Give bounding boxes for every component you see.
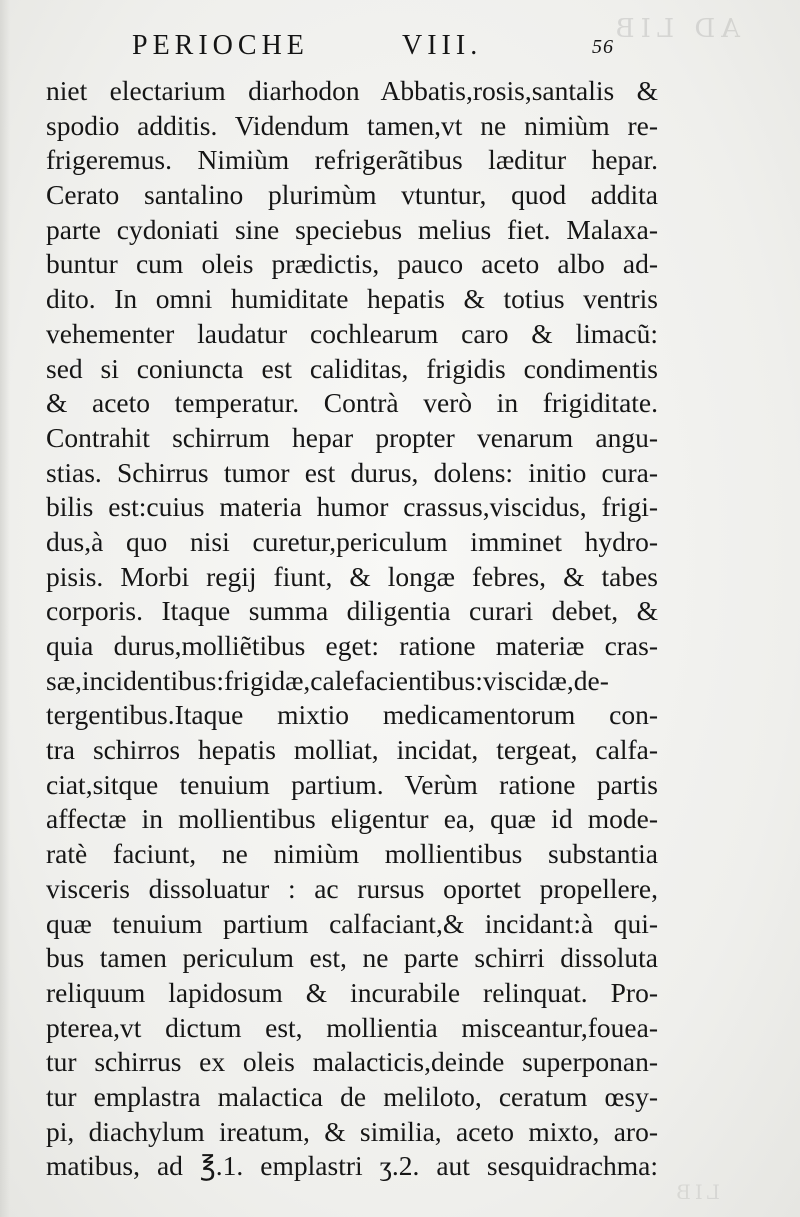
text-line: tergentibus.Itaque mixtio medicamentorum con- <box>46 699 658 731</box>
page-number: 56 <box>592 36 614 58</box>
text-line: bilis est:cuius materia humor crassus,viscidus, frigi- <box>46 491 658 523</box>
text-line: sed si coniuncta est caliditas, frigidis condimentis <box>46 352 658 384</box>
chapter-number: VIII. <box>402 30 483 61</box>
text-line: dus,à quo nisi curetur,periculum imminet hydro- <box>46 525 658 557</box>
running-title: PERIOCHE <box>132 30 309 61</box>
text-line: buntur cum oleis prædictis, pauco aceto albo ad- <box>46 248 658 280</box>
text-line: dito. In omni humiditate hepatis & totius ventris <box>46 283 658 315</box>
page-gutter-shadow <box>0 0 10 1217</box>
text-line: ciat,sitque tenuium partium. Verùm ratione partis <box>46 768 658 800</box>
text-line: corporis. Itaque summa diligentia curari debet, & <box>46 595 658 627</box>
text-line: Contrahit schirrum hepar propter venarum angu- <box>46 421 658 453</box>
bleed-through-text-top: AD LIB <box>609 14 740 44</box>
text-line: spodio additis. Videndum tamen,vt ne nimiùm re- <box>46 109 658 141</box>
text-line: frigeremus. Nimiùm refrigerãtibus læditur hepar. <box>46 144 658 176</box>
text-line: & aceto temperatur. Contrà verò in frigiditate. <box>46 387 658 419</box>
text-line: parte cydoniati sine speciebus melius fiet. Malaxa- <box>46 213 658 245</box>
text-line: affectæ in mollientibus eligentur ea, quæ id mode- <box>46 803 658 835</box>
text-line: quia durus,molliẽtibus eget: ratione materiæ cras- <box>46 630 658 661</box>
text-line: stias. Schirrus tumor est durus, dolens: initio cura- <box>46 456 658 488</box>
text-line: visceris dissoluatur : ac rursus oportet propellere, <box>46 872 658 904</box>
text-line: vehementer laudatur cochlearum caro & limacũ: <box>46 317 658 349</box>
text-line: matibus, ad ℥.1. emplastri ʒ.2. aut sesquidrachma: <box>46 1150 658 1182</box>
text-line: niet electarium diarhodon Abbatis,rosis,santalis & <box>46 75 658 106</box>
text-line: pi, diachylum ireatum, & similia, aceto mixto, aro- <box>46 1115 658 1147</box>
text-line: reliquum lapidosum & incurabile relinquat. Pro- <box>46 976 658 1008</box>
text-line: tur emplastra malactica de meliloto, ceratum œsy- <box>46 1080 658 1112</box>
text-line: bus tamen periculum est, ne parte schirri dissoluta <box>46 942 658 974</box>
running-header <box>132 30 652 70</box>
text-line: pisis. Morbi regij fiunt, & longæ febres, & tabes <box>46 560 658 592</box>
text-line: Cerato santalino plurimùm vtuntur, quod addita <box>46 179 658 211</box>
text-line: quæ tenuium partium calfaciant,& incidant:à qui- <box>46 907 658 939</box>
text-line: pterea,vt dictum est, mollientia misceantur,fouea- <box>46 1011 658 1043</box>
bleed-through-text-bottom: LIB <box>672 1180 720 1204</box>
text-line: ratè faciunt, ne nimiùm mollientibus substantia <box>46 838 658 870</box>
text-line: tur schirrus ex oleis malacticis,deinde superponan- <box>46 1046 658 1078</box>
text-line: sæ,incidentibus:frigidæ,calefacientibus:viscidæ,de- <box>46 664 609 696</box>
body-text <box>46 74 658 1184</box>
text-line: tra schirros hepatis molliat, incidat, tergeat, calfa- <box>46 734 658 766</box>
